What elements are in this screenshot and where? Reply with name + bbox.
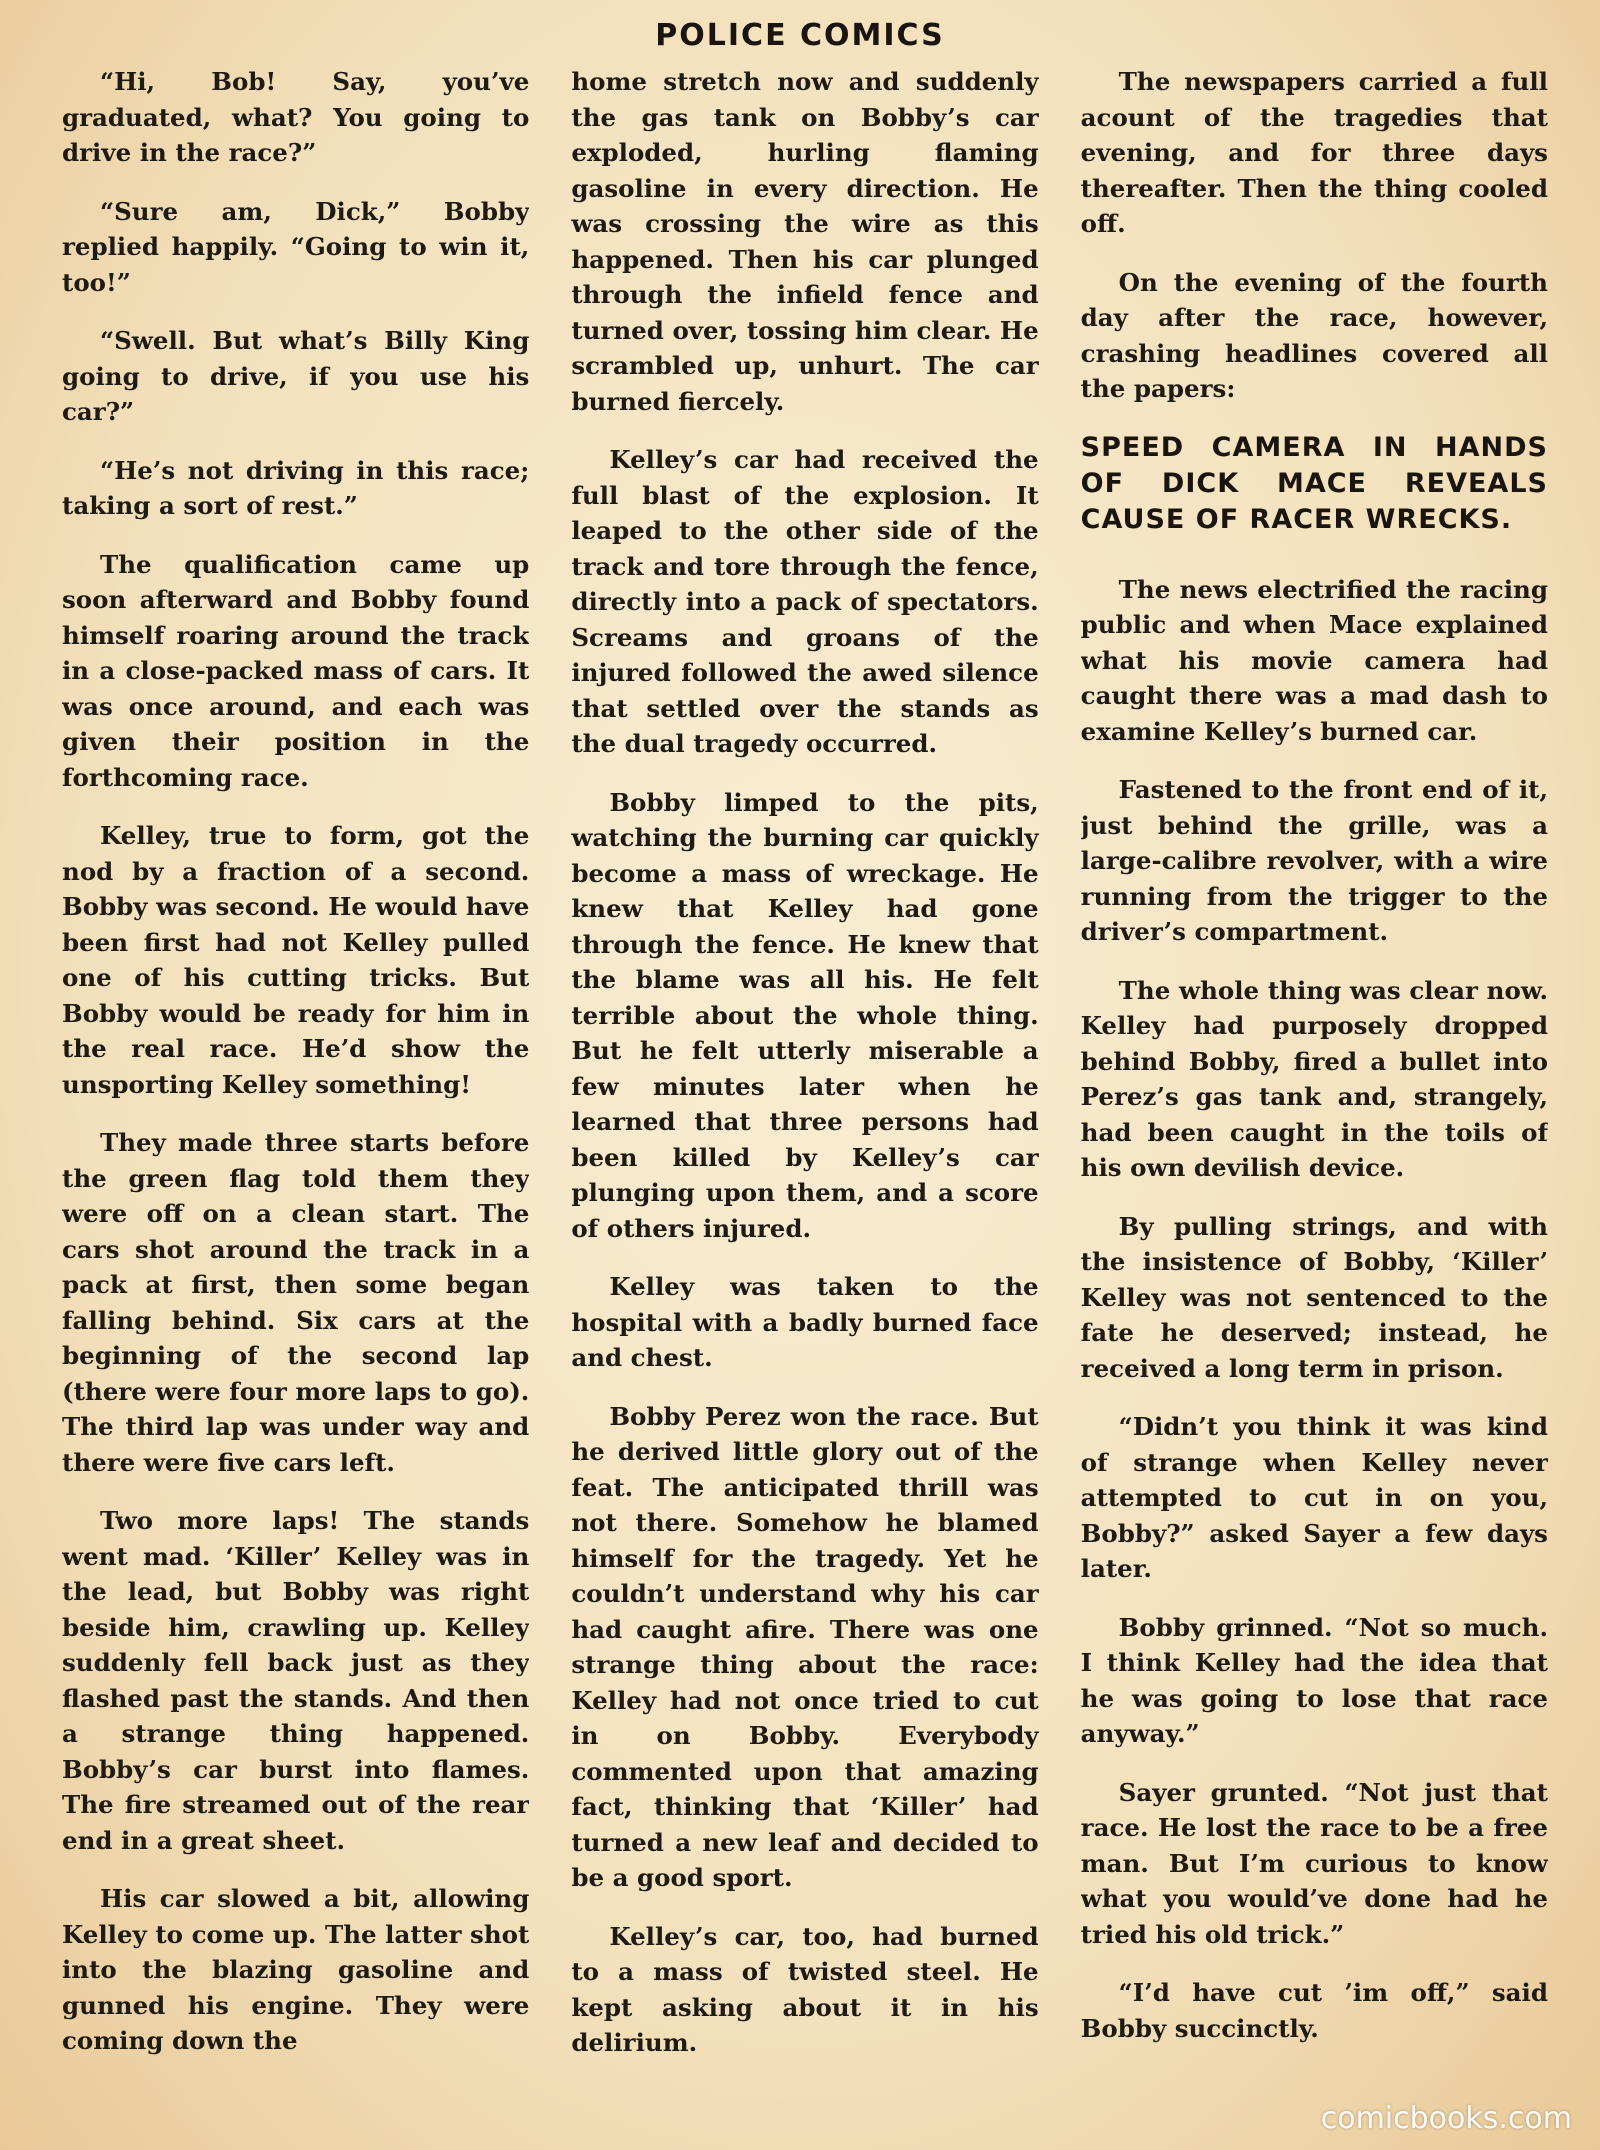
paragraph: Bobby Perez won the race. But he derived little glory out of the feat. The anticipated thrill was not there. Somehow he blamed himself for the tragedy. Yet he couldn’t understand why his car had caught afire. There was one strange thing about the race: Kelley had not once tried to cut in on Bobby. Everybody commented upon that amazing fact, thinking that ‘Killer’ had turned a new leaf and decided to be a good sport. [571, 1401, 1039, 1892]
paragraph: The newspapers carried a full acount of the tragedies that evening, and for three days thereafter. Then the thing cooled off. [1080, 67, 1548, 238]
paragraph: Kelley, true to form, got the nod by a fraction of a second. Bobby was second. He would have been first had not Kelley pulled one of his cutting tricks. But Bobby would be ready for him in the real race. He’d show the unsporting Kelley something! [62, 821, 530, 1099]
paragraph: Bobby limped to the pits, watching the burning car quickly become a mass of wreckage. He knew that Kelley had gone through the fence. He knew that the blame was all his. He felt terrible about the whole thing. But he felt utterly miserable a few minutes later when he learned that three persons had been killed by Kelley’s car plunging upon them, and a score of others injured. [571, 787, 1039, 1243]
column-3 [1081, 64, 1548, 2124]
paragraph: They made three starts before the green flag told them they were off on a clean start. The cars shot around the track in a pack at first, then some began falling behind. Six cars at the beginning of the second lap (there were four more laps to go). The third lap was under way and there were five cars left. [62, 1128, 530, 1477]
paragraph: “Didn’t you think it was kind of strange when Kelley never attempted to cut in on you, Bobby?” asked Sayer a few days later. [1080, 1412, 1548, 1583]
paragraph: Kelley’s car had received the full blast of the explosion. It leaped to the other side of the track and tore through the fence, directly into a pack of spectators. Screams and groans of the injured followed the awed silence that settled over the stands as the dual tragedy occurred. [571, 445, 1039, 758]
column-2 [571, 64, 1038, 2124]
paragraph: By pulling strings, and with the insistence of Bobby, ‘Killer’ Kelley was not sentenced to the fate he deserved; instead, he received a long term in prison. [1080, 1211, 1548, 1383]
paragraph: His car slowed a bit, allowing Kelley to come up. The latter shot into the blazing gasoline and gunned his engine. They were coming down the [62, 1884, 530, 2055]
newspaper-headline: SPEED CAMERA IN HANDS OF DICK MACE REVEALS CAUSE OF RACER WRECKS. [1080, 431, 1548, 535]
paragraph: Fastened to the front end of it, just behind the grille, was a large-calibre revolver, with a wire running from the trigger to the driver’s compartment. [1080, 775, 1548, 946]
paragraph: “Hi, Bob! Say, you’ve graduated, what? You going to drive in the race?” [62, 67, 530, 167]
paragraph: The news electrified the racing public and when Mace explained what his movie camera had caught there was a mad dash to examine Kelley’s burned car. [1080, 574, 1548, 746]
paragraph: “He’s not driving in this race; taking a sort of rest.” [62, 455, 530, 520]
paragraph: “I’d have cut ’im off,” said Bobby succinctly. [1080, 1978, 1548, 2043]
paragraph: Kelley’s car, too, had burned to a mass of twisted steel. He kept asking about it in his delirium. [571, 1921, 1039, 2057]
paragraph: The whole thing was clear now. Kelley had purposely dropped behind Bobby, fired a bullet into Perez’s gas tank and, strangely, had been caught in the toils of his own devilish device. [1080, 975, 1548, 1182]
paragraph: Two more laps! The stands went mad. ‘Killer’ Kelley was in the lead, but Bobby was right beside him, crawling up. Kelley suddenly fell back just as they flashed past the stands. And then a strange thing happened. Bobby’s car burst into flames. The fire streamed out of the rear end in a great sheet. [62, 1506, 530, 1855]
site-watermark: comicbooks.com [1320, 2101, 1572, 2136]
paragraph: Sayer grunted. “Not just that race. He lost the race to be a free man. But I’m curious to know what you would’ve done had he tried his old trick.” [1080, 1777, 1548, 1949]
page-header: POLICE COMICS [655, 18, 945, 53]
paragraph: Bobby grinned. “Not so much. I think Kelley had the idea that he was going to lose that race anyway.” [1080, 1612, 1548, 1748]
paragraph: Kelley was taken to the hospital with a badly burned face and chest. [571, 1272, 1039, 1372]
paragraph: home stretch now and suddenly the gas tank on Bobby’s car exploded, hurling flaming gasoline in every direction. He was crossing the wire as this happened. Then his car plunged through the infield fence and turned over, tossing him clear. He scrambled up, unhurt. The car burned fiercely. [571, 67, 1039, 416]
paragraph: “Swell. But what’s Billy King going to drive, if you use his car?” [62, 326, 530, 426]
paragraph: On the evening of the fourth day after the race, however, crashing headlines covered all the papers: [1080, 267, 1548, 403]
paragraph: The qualification came up soon afterward and Bobby found himself roaring around the track in a close-packed mass of cars. It was once around, and each was given their position in the forthcoming race. [62, 549, 530, 792]
column-1 [62, 64, 529, 2124]
text-columns [62, 64, 1548, 2124]
paragraph: “Sure am, Dick,” Bobby replied happily. “Going to win it, too!” [62, 196, 530, 297]
